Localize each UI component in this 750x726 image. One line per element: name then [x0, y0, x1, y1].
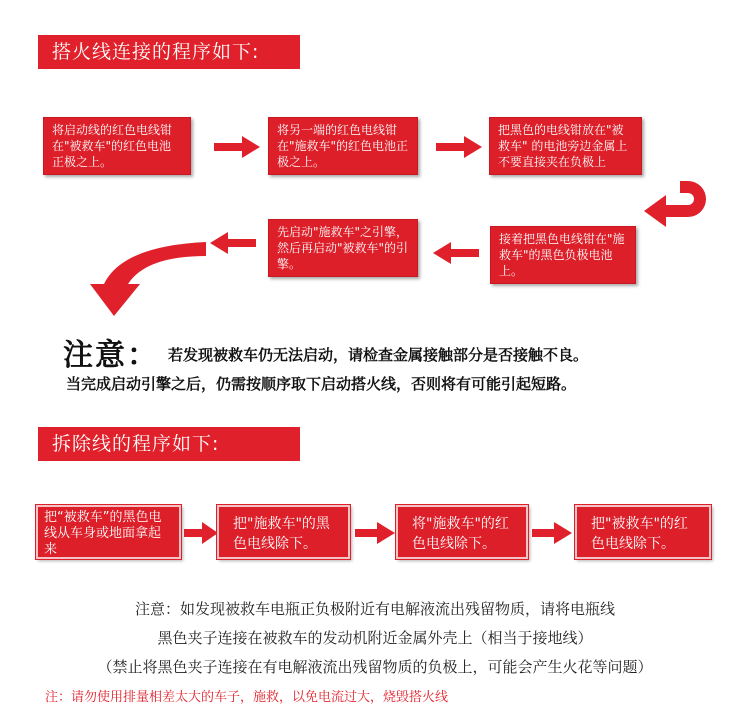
connect-step-1: 将启动线的红色电线钳在"被救车"的红色电池正极之上。 — [43, 117, 191, 175]
notice-label: 注意： — [63, 338, 159, 373]
arrow-right-icon — [184, 522, 218, 544]
connect-step-4: 接着把黑色电线钳在"施救车"的黑色负极电池上。 — [490, 226, 636, 284]
arrow-left-icon — [433, 242, 479, 264]
notice2-line-2: 黑色夹子连接在被救车的发动机附近金属外壳上（相当于接地线） — [157, 629, 593, 647]
notice-line-1: 若发现被救车仍无法启动，请检查金属接触部分是否接触不良。 — [168, 346, 589, 364]
notice-line-2: 当完成启动引擎之后，仍需按顺序取下启动搭火线，否则将有可能引起短路。 — [66, 375, 577, 393]
section1-title-banner: 搭火线连接的程序如下: — [38, 35, 300, 69]
notice2-line-3: （禁止将黑色夹子连接在有电解液流出残留物质的负极上，可能会产生火花等问题） — [97, 658, 653, 676]
arrow-left-icon — [210, 232, 256, 254]
u-turn-arrow-icon — [640, 177, 712, 229]
connect-step-5: 先启动"施救车"之引擎，然后再启动"被救车"的引擎。 — [268, 219, 418, 277]
arrow-right-icon — [436, 136, 482, 158]
arrow-right-icon — [214, 136, 260, 158]
connect-step-2: 将另一端的红色电线钳在"施救车"的红色电池正极之上。 — [268, 117, 418, 175]
remove-step-3: 将"施救车"的红色电线除下。 — [396, 505, 528, 559]
notice2-line-1: 注意：如发现被救车电瓶正负极附近有电解液流出残留物质，请将电瓶线 — [134, 600, 615, 618]
remove-step-2: 把"施救车"的黑色电线除下。 — [217, 505, 350, 559]
arrow-right-icon — [355, 522, 395, 544]
connect-step-3: 把黑色的电线钳放在"被救车" 的电池旁边金属上不要直接夹在负极上 — [489, 117, 642, 175]
section2-title-banner: 拆除线的程序如下: — [38, 427, 300, 461]
remove-step-1: 把“被救车”的黑色电线从车身或地面拿起来 — [36, 505, 181, 559]
curved-down-arrow-icon — [88, 240, 208, 320]
remove-step-4: 把"被救车"的红色电线除下。 — [575, 505, 711, 559]
warning-note: 注：请勿使用排量相差太大的车子，施救，以免电流过大，烧毁搭火线 — [45, 690, 449, 705]
arrow-right-icon — [532, 522, 572, 544]
